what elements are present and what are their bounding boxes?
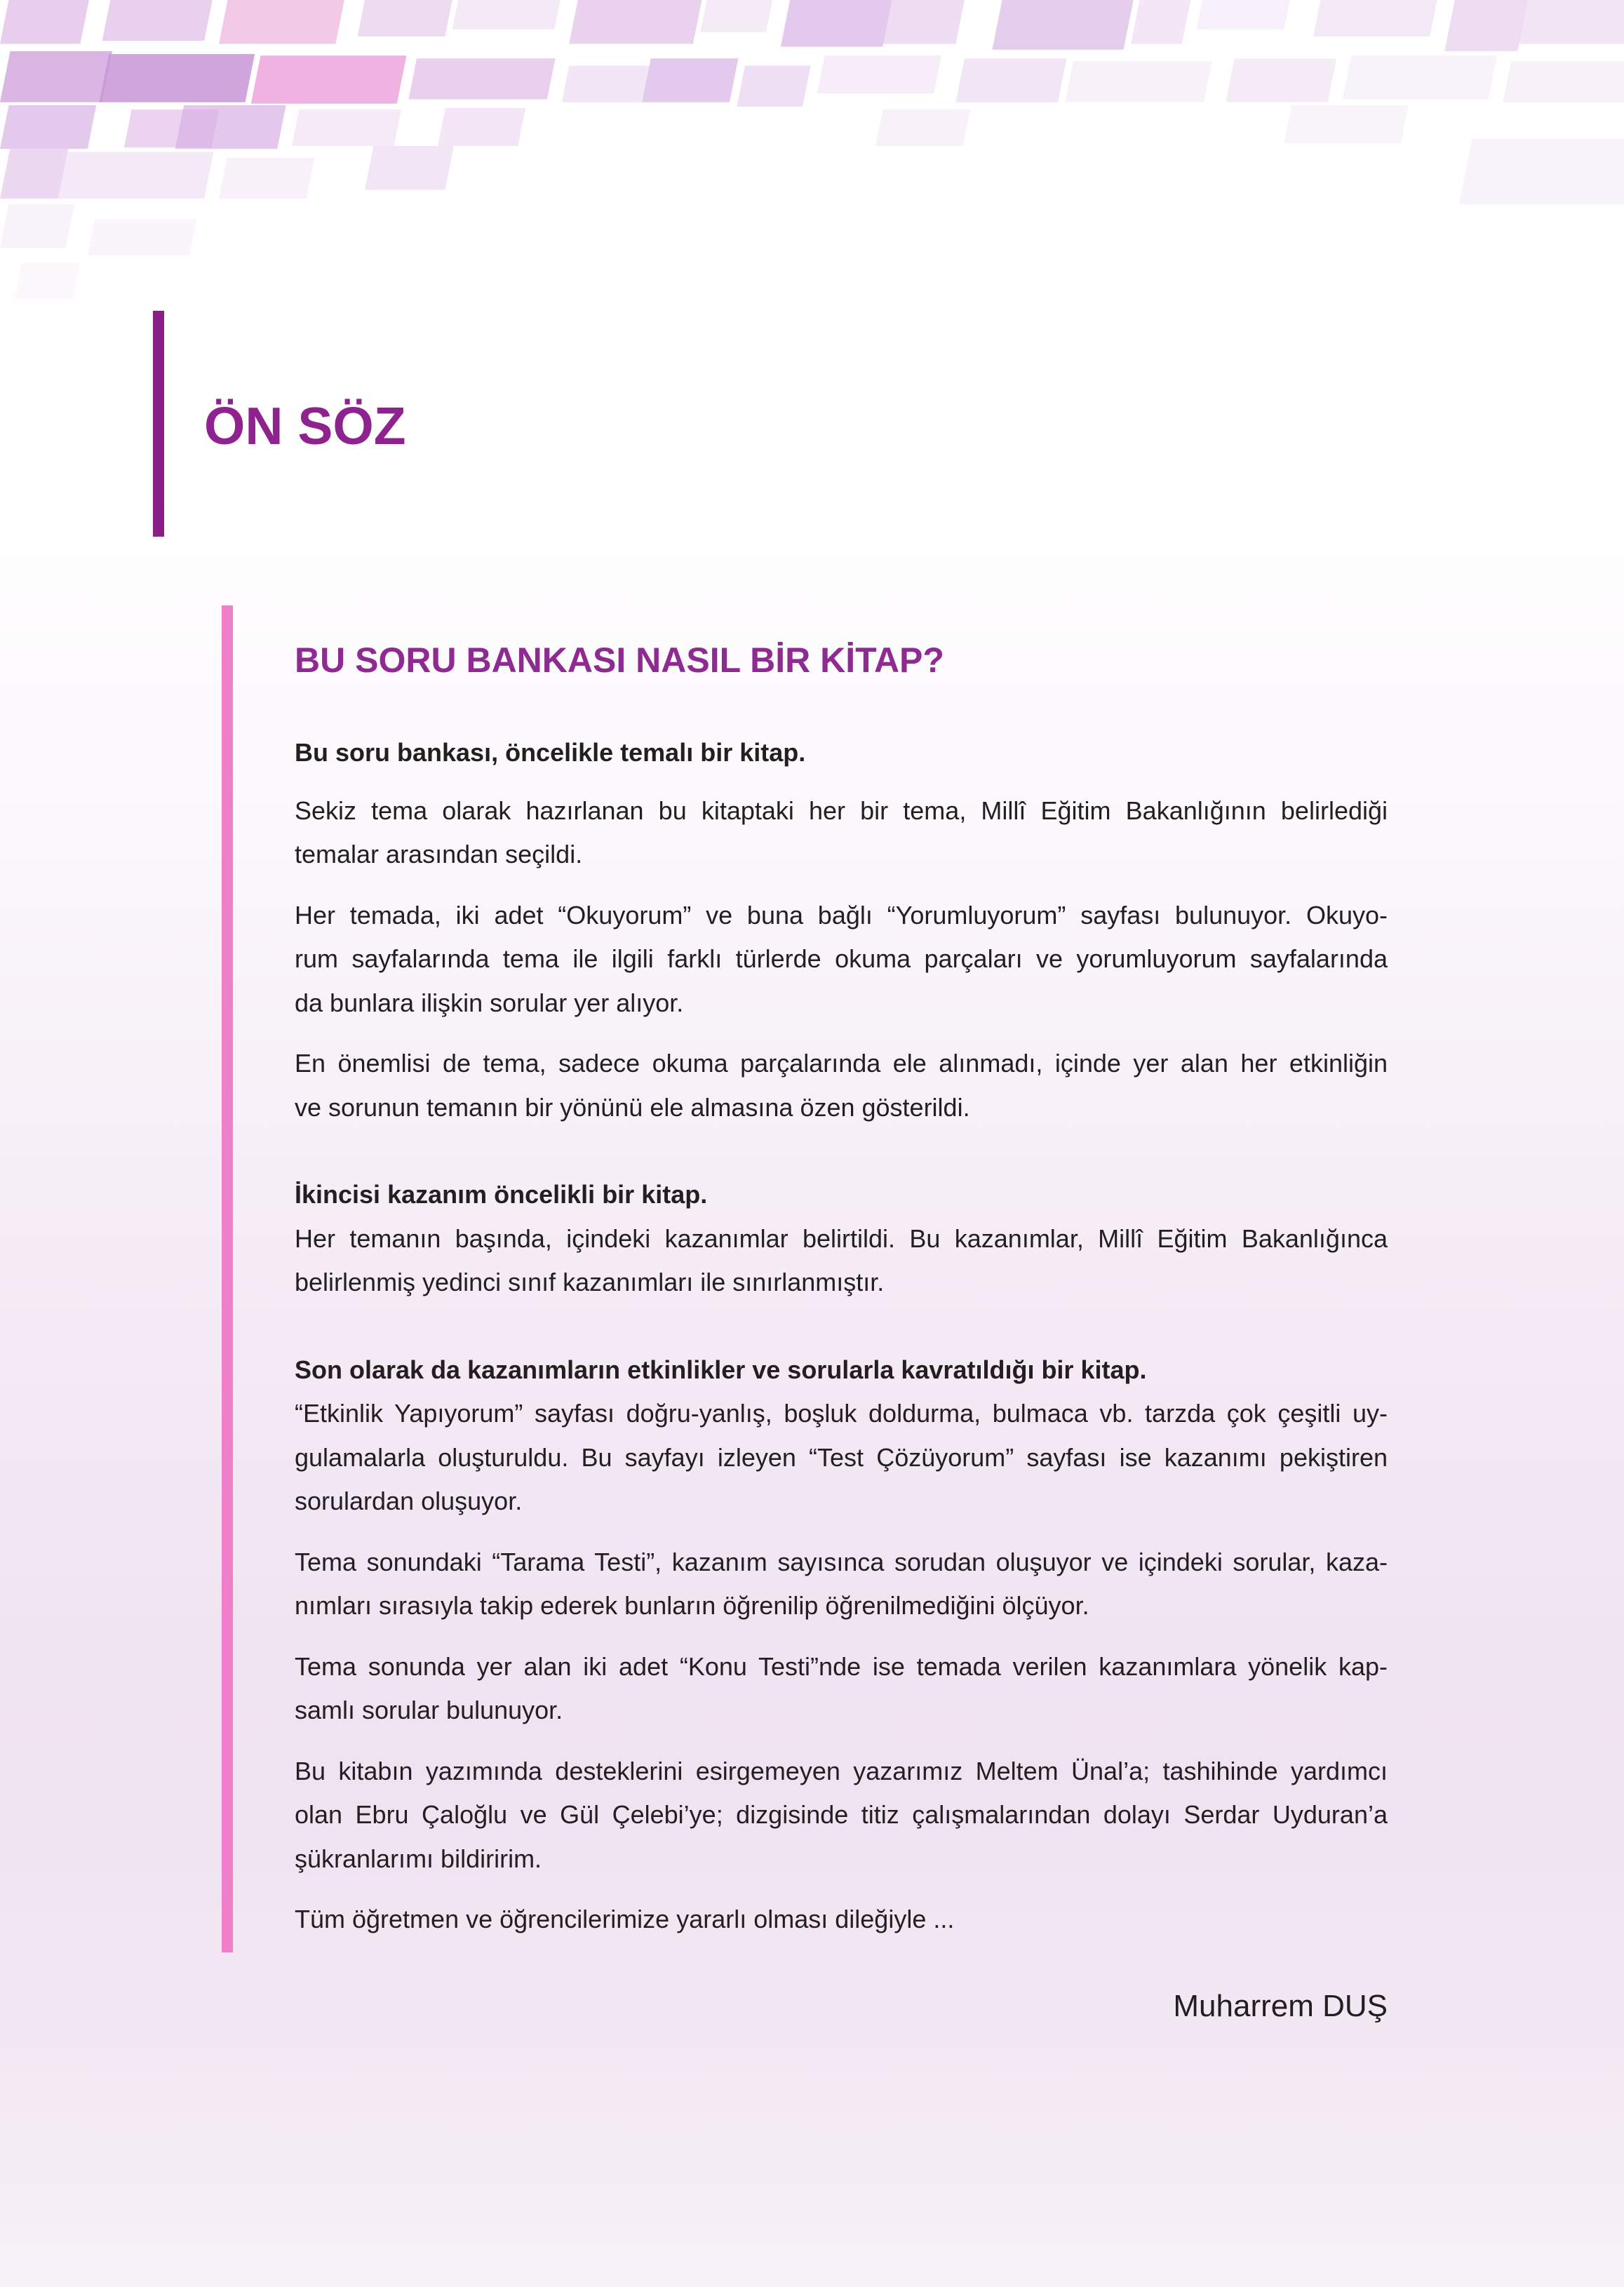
header-tile — [88, 219, 197, 255]
text-line: olan Ebru Çaloğlu ve Gül Çelebi’ye; dizgisinde titiz çalışmalarından dolayı Serdar Uyduran’a — [295, 1800, 1388, 1829]
header-tile — [1284, 105, 1408, 143]
section-outcomes — [295, 1173, 1388, 1305]
header-tile — [365, 146, 454, 189]
paragraph — [295, 1750, 1388, 1882]
paragraph — [295, 1898, 1388, 1942]
header-tile — [408, 58, 555, 99]
header-tile — [1517, 0, 1624, 43]
author-signature: Muharrem DUŞ — [1173, 1989, 1388, 2023]
header-tile — [562, 66, 650, 102]
header-tile — [452, 0, 561, 29]
header-tile — [0, 0, 89, 43]
section-lead: Son olarak da kazanımların etkinlikler ve sorularla kavratıldığı bir kitap. — [295, 1355, 1147, 1384]
header-tile — [1226, 58, 1336, 102]
text-line: nımları sırasıyla takip ederek bunların öğrenilip öğrenilmediğini ölçüyor. — [295, 1591, 1089, 1620]
header-tile — [1459, 139, 1624, 205]
decorative-header-pattern — [0, 0, 1624, 323]
text-line: da bunlara ilişkin sorular yer alıyor. — [295, 988, 684, 1017]
paragraph — [295, 789, 1388, 877]
header-tile — [955, 58, 1066, 102]
header-tile — [99, 54, 255, 102]
text-line: Tema sonundaki “Tarama Testi”, kazanım sayısınca sorudan oluşuyor ve içindeki sorular, kaza- — [295, 1547, 1388, 1576]
text-line: “Etkinlik Yapıyorum” sayfası doğru-yanlış, boşluk doldurma, bulmaca vb. tarzda çok çeşitli uy- — [295, 1399, 1388, 1428]
header-tile — [219, 158, 314, 199]
header-tile — [1197, 0, 1290, 29]
text-line: şükranlarımı bildiririm. — [295, 1844, 542, 1873]
header-tile — [15, 263, 81, 300]
title-accent-bar — [153, 311, 164, 537]
text-line: rum sayfalarında tema ile ilgili farklı türlerde okuma parçaları ve yorumluyorum sayfalarında — [295, 944, 1388, 973]
text-line: temalar arasından seçildi. — [295, 840, 583, 868]
header-tile — [0, 51, 112, 102]
text-line: Bu kitabın yazımında desteklerini esirgemeyen yazarımız Meltem Ünal’a; tashihinde yardımcı — [295, 1756, 1388, 1785]
text-line: gulamalarla oluşturuldu. Bu sayfayı izleyen “Test Çözüyorum” sayfası ise kazanımı pekiştiren — [295, 1442, 1388, 1472]
preface-body — [295, 731, 1388, 1942]
page-title: ÖN SÖZ — [204, 396, 406, 455]
header-tile — [992, 0, 1133, 50]
header-tile — [883, 0, 964, 43]
section-heading: BU SORU BANKASI NASIL BİR KİTAP? — [295, 641, 944, 680]
header-tile — [1343, 55, 1497, 99]
paragraph — [295, 1392, 1388, 1524]
header-tile — [0, 149, 68, 199]
header-tile — [700, 0, 772, 32]
paragraph — [295, 1645, 1388, 1733]
text-line: ve sorunun temanın bir yönünü ele almasına özen gösterildi. — [295, 1092, 970, 1122]
header-tile — [1503, 61, 1624, 102]
header-tile — [438, 108, 525, 146]
paragraph — [295, 1042, 1388, 1129]
text-line: Tüm öğretmen ve öğrencilerimize yararlı olması dileğiyle ... — [295, 1905, 955, 1933]
header-tile — [737, 66, 810, 107]
header-tile — [251, 55, 407, 104]
header-tile — [102, 0, 213, 41]
section-lead: Bu soru bankası, öncelikle temalı bir kitap. — [295, 738, 806, 767]
text-line: Her temada, iki adet “Okuyorum” ve buna bağlı “Yorumluyorum” sayfası bulunuyor. Okuyo- — [295, 900, 1388, 930]
header-tile — [781, 0, 892, 47]
header-tile — [292, 109, 401, 146]
header-tile — [569, 0, 702, 43]
section-activities — [295, 1348, 1388, 1942]
paragraph — [295, 1541, 1388, 1628]
header-tile — [58, 152, 213, 199]
header-tile — [817, 55, 941, 93]
text-line: Tema sonunda yer alan iki adet “Konu Testi”nde ise temada verilen kazanımlara yönelik kap- — [295, 1651, 1388, 1681]
header-tile — [1444, 0, 1528, 51]
section-thematic — [295, 731, 1388, 1129]
paragraph — [295, 894, 1388, 1026]
content-accent-bar — [222, 605, 233, 1952]
header-tile — [642, 58, 738, 102]
header-tile — [1313, 0, 1437, 36]
header-tile — [358, 0, 452, 36]
header-tile — [175, 105, 286, 149]
header-tile — [1065, 61, 1212, 102]
header-tile — [0, 105, 96, 149]
text-line: Sekiz tema olarak hazırlanan bu kitaptaki her bir tema, Millî Eğitim Bakanlığının belirlediği — [295, 796, 1388, 825]
text-line: samlı sorular bulunuyor. — [295, 1696, 563, 1724]
header-tile — [875, 109, 970, 146]
section-lead: İkincisi kazanım öncelikli bir kitap. — [295, 1180, 708, 1209]
header-tile — [1131, 0, 1190, 43]
paragraph — [295, 1217, 1388, 1305]
text-line: En önemlisi de tema, sadece okuma parçalarında ele alınmadı, içinde yer alan her etkinliğin — [295, 1049, 1388, 1078]
text-line: sorulardan oluşuyor. — [295, 1487, 523, 1515]
header-tile — [219, 0, 344, 43]
header-tile — [0, 204, 74, 248]
text-line: Her temanın başında, içindeki kazanımlar belirtildi. Bu kazanımlar, Millî Eğitim Bakanlığınca — [295, 1223, 1388, 1253]
text-line: belirlenmiş yedinci sınıf kazanımları ile sınırlanmıştır. — [295, 1268, 885, 1296]
